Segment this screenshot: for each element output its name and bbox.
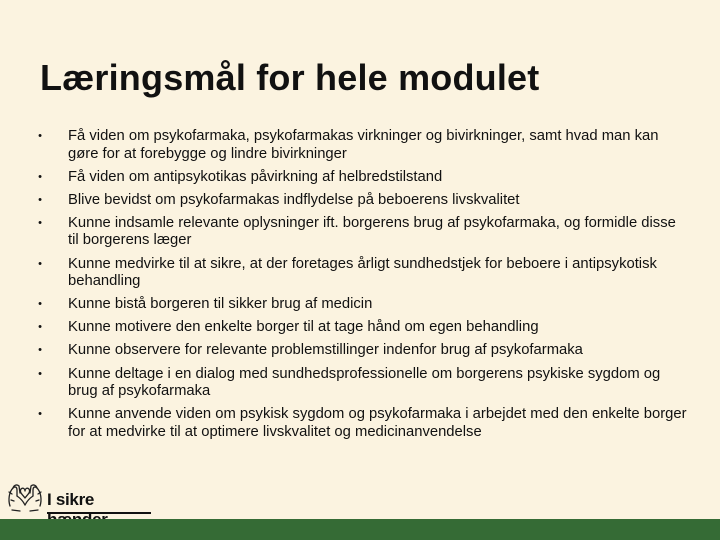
list-item <box>30 215 690 250</box>
list-item-text: Kunne deltage i en dialog med sundhedsprofessionelle om borgerens psykiske sygdom og brug af psykofarmaka <box>68 365 661 400</box>
list-item-text: Kunne observere for relevante problemstillinger indenfor brug af psykofarmaka <box>68 342 583 359</box>
list-item-text: Kunne medvirke til at sikre, at der foretages årligt sundhedstjek for beboere i antipsykotisk behandling <box>68 255 657 290</box>
bullet-icon: • <box>38 170 42 183</box>
list-item <box>30 366 690 401</box>
list-item <box>30 192 690 210</box>
list-item <box>30 406 690 441</box>
list-item-text: Få viden om psykofarmaka, psykofarmakas virkninger og bivirkninger, samt hvad man kan gøre for at forebygge og lindre bivirkninger <box>68 128 659 162</box>
learning-goals-list <box>30 128 690 447</box>
logo-underline <box>47 512 151 514</box>
logo-text: I sikre <box>47 490 95 509</box>
list-item <box>30 319 690 337</box>
bullet-icon: • <box>38 130 42 142</box>
list-item <box>30 296 690 314</box>
list-item <box>30 342 690 360</box>
slide-title: Læringsmål for hele modulet <box>40 57 540 98</box>
bullet-icon: • <box>38 321 42 334</box>
bullet-icon: • <box>38 344 42 357</box>
list-item-text: Kunne indsamle relevante oplysninger ift. borgerens brug af psykofarmaka, og formidle disse til borgerens læger <box>68 214 676 249</box>
bullet-icon: • <box>38 193 42 206</box>
list-item-text: Få viden om antipsykotikas påvirkning af helbredstilstand <box>68 168 443 185</box>
bullet-icon: • <box>38 367 42 380</box>
bullet-icon: • <box>38 298 42 311</box>
hands-heart-icon <box>6 480 44 514</box>
list-item-text: Kunne anvende viden om psykisk sygdom og psykofarmaka i arbejdet med den enkelte borger for at medvirke til at optimere livskvalitet og medicinanvendelse <box>68 406 687 440</box>
footer-bar <box>0 519 720 540</box>
list-item <box>30 169 690 187</box>
bullet-icon: • <box>38 216 42 229</box>
bullet-icon: • <box>38 257 42 270</box>
list-item <box>30 256 690 291</box>
list-item-text: Blive bevidst om psykofarmakas indflydelse på beboerens livskvalitet <box>68 191 520 208</box>
logo <box>6 478 156 518</box>
bullet-icon: • <box>38 408 42 421</box>
list-item <box>30 128 690 163</box>
list-item-text: Kunne motivere den enkelte borger til at tage hånd om egen behandling <box>68 319 539 336</box>
list-item-text: Kunne bistå borgeren til sikker brug af medicin <box>68 296 373 313</box>
